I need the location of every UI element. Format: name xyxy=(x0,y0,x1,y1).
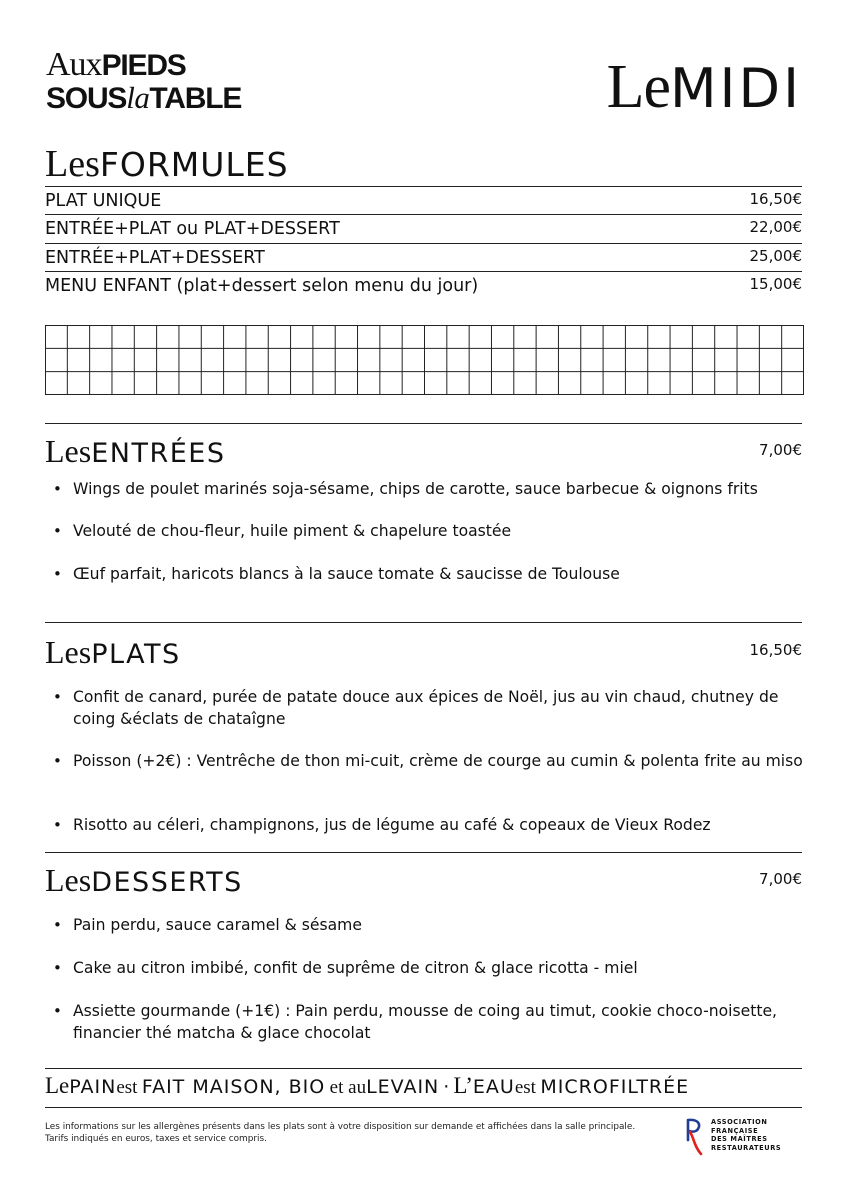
formule-price: 22,00€ xyxy=(749,218,802,237)
footer-et-au: et au xyxy=(329,1077,367,1098)
service-title xyxy=(606,53,802,121)
service-title-caps: MIDI xyxy=(669,57,802,120)
desserts-heading xyxy=(45,864,802,896)
association-name xyxy=(711,1118,781,1152)
footer-fait-maison: FAIT MAISON, BIO xyxy=(141,1076,326,1098)
brand-script-aux: Aux xyxy=(46,46,102,83)
entrees-heading xyxy=(45,435,802,467)
formules-heading-caps: FORMULES xyxy=(99,145,289,184)
plats-heading-caps: PLATS xyxy=(91,639,181,670)
formules-table xyxy=(45,186,802,300)
list-item: • Poisson (+2€) : Ventrêche de thon mi-cuit, crème de courge au cumin & polenta frite au miso xyxy=(45,750,804,772)
desserts-list xyxy=(45,1000,804,1044)
brand-caps-table: TABLE xyxy=(149,82,242,115)
formule-row xyxy=(45,215,802,243)
entrees-heading-caps: ENTRÉES xyxy=(91,438,226,469)
footer-l: L’ xyxy=(453,1073,473,1098)
plats-price: 16,50€ xyxy=(749,641,802,659)
entrees-price: 7,00€ xyxy=(759,441,802,459)
entrees-list xyxy=(45,563,804,585)
brand-logo xyxy=(46,48,241,114)
plats-heading-script: Les xyxy=(45,634,92,670)
formule-label: ENTRÉE+PLAT ou PLAT+DESSERT xyxy=(45,219,340,240)
formule-price: 16,50€ xyxy=(749,190,802,208)
footer-est: est xyxy=(514,1077,536,1098)
entrees-list xyxy=(45,478,804,500)
formules-heading-script: Les xyxy=(45,143,100,185)
association-badge xyxy=(684,1116,781,1158)
formule-price: 15,00€ xyxy=(749,274,802,293)
divider xyxy=(45,622,802,623)
list-item: • Wings de poulet marinés soja-sésame, chips de carotte, sauce barbecue & oignons frits xyxy=(45,478,804,500)
brand-caps-pieds: PIEDS xyxy=(101,49,186,82)
brand-script-la: la xyxy=(126,80,150,115)
footer-le: Le xyxy=(45,1073,70,1098)
legal-line: Tarifs indiqués en euros, taxes et service compris. xyxy=(45,1134,267,1144)
formules-section xyxy=(45,145,802,183)
entrees-list xyxy=(45,520,804,542)
formule-row xyxy=(45,187,802,215)
plats-section xyxy=(45,636,802,668)
list-item: • Confit de canard, purée de patate douce aux épices de Noël, jus au vin chaud, chutney de coing &éclats de chataîgne xyxy=(45,686,804,730)
formule-row xyxy=(45,272,802,300)
maitres-restaurateurs-logo-icon xyxy=(684,1116,706,1158)
divider xyxy=(45,423,802,424)
plats-list xyxy=(45,686,804,730)
formule-row xyxy=(45,244,802,272)
formule-price: 25,00€ xyxy=(749,246,802,265)
association-line: DES MAÎTRES xyxy=(711,1135,768,1144)
list-item: • Velouté de chou-fleur, huile piment & chapelure toastée xyxy=(45,520,804,542)
association-line: ASSOCIATION xyxy=(711,1118,768,1126)
desserts-price: 7,00€ xyxy=(759,870,802,888)
desserts-heading-caps: DESSERTS xyxy=(91,867,243,898)
footer-pain: PAIN xyxy=(69,1076,117,1098)
list-item: • Risotto au céleri, champignons, jus de légume au café & copeaux de Vieux Rodez xyxy=(45,814,804,836)
legal-line: Les informations sur les allergènes présents dans les plats sont à votre disposition sur demande et affichées dans la salle principale. xyxy=(45,1122,636,1132)
footer-separator: · xyxy=(443,1076,450,1098)
footer-microfiltree: MICROFILTRÉE xyxy=(540,1076,690,1098)
service-title-script: Le xyxy=(606,53,670,121)
formule-label: ENTRÉE+PLAT+DESSERT xyxy=(45,247,265,268)
footer-eau: EAU xyxy=(472,1076,515,1098)
footer-tagline xyxy=(45,1074,689,1097)
list-item: • Œuf parfait, haricots blancs à la sauce tomate & saucisse de Toulouse xyxy=(45,563,804,585)
desserts-section xyxy=(45,864,802,896)
formule-label: MENU ENFANT (plat+dessert selon menu du jour) xyxy=(45,275,479,296)
plats-list xyxy=(45,814,804,836)
list-item: • Cake au citron imbibé, confit de suprême de citron & glace ricotta - miel xyxy=(45,957,804,979)
divider xyxy=(45,1068,802,1069)
formule-label: PLAT UNIQUE xyxy=(45,191,162,211)
plats-list xyxy=(45,750,804,772)
association-line: FRANÇAISE xyxy=(711,1126,759,1135)
formules-heading xyxy=(45,145,802,183)
divider xyxy=(45,1107,802,1108)
footer-est: est xyxy=(116,1077,138,1098)
list-item: • Assiette gourmande (+1€) : Pain perdu, mousse de coing au timut, cookie choco-noisette, financier thé matcha & glace chocolat xyxy=(45,1000,804,1044)
desserts-list xyxy=(45,957,804,979)
brand-caps-sous: SOUS xyxy=(46,82,127,115)
desserts-heading-script: Les xyxy=(45,862,92,898)
entrees-heading-script: Les xyxy=(45,433,92,469)
divider xyxy=(45,852,802,853)
empty-grid xyxy=(45,325,804,395)
desserts-list xyxy=(45,914,804,936)
footer-levain: LEVAIN xyxy=(366,1076,440,1098)
legal-notice xyxy=(45,1121,635,1145)
list-item: • Pain perdu, sauce caramel & sésame xyxy=(45,914,804,936)
entrees-section xyxy=(45,435,802,467)
plats-heading xyxy=(45,636,802,668)
association-line: RESTAURATEURS xyxy=(711,1143,782,1152)
